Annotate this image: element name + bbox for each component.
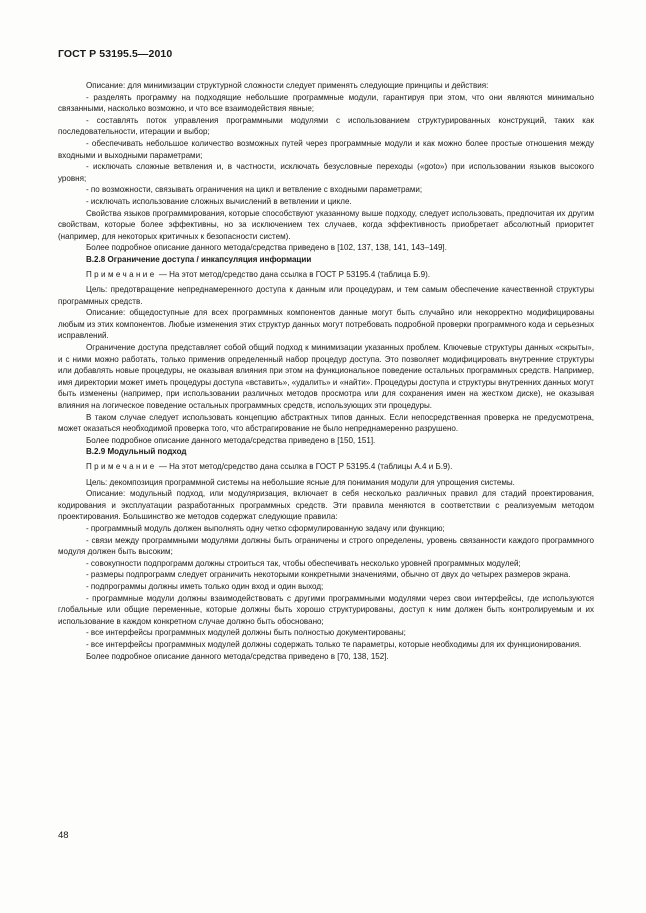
note-paragraph: [58, 461, 594, 473]
note-paragraph: [58, 269, 594, 281]
standard-header: ГОСТ Р 53195.5—2010: [58, 48, 173, 60]
paragraph: В таком случае следует использовать концепцию абстрактных типов данных. Если непосредственная проверка не предусмотрена, может оказаться необходимой проверка того, что абстрагирование не было непреднамеренно разрушено.: [58, 412, 594, 434]
section-heading-b29: B.2.9 Модульный подход: [86, 447, 187, 457]
paragraph: Ограничение доступа представляет собой общий подход к минимизации указанных проблем. Ключевые структуры данных «скрыты», и с ними можно работать, только применив определенный набор процедур доступа. Это позволяет модифицировать внутренние структуры или добавлять новые процедуры, не оказывая влияния при этом на функциональное поведение остальных программных средств. Например, имя директории может иметь процедуры доступа «вставить», «удалить» и «найти». Процедуры доступа и структуры внутренних данных могут быть изменены (например, при использовании различных методов просмотра или для сохранения имен на жестком диске), не оказывая влияния на логическое поведение остальных программных средств, использующих эти процедуры.: [58, 343, 594, 411]
list-item: - программный модуль должен выполнять одну четко сформулированную задачу или функцию;: [86, 523, 445, 533]
list-item: - все интерфейсы программных модулей должны быть полностью документированы;: [86, 628, 406, 638]
paragraph: Цель: декомпозиция программной системы на небольшие ясные для понимания модули для упрощения системы.: [86, 477, 515, 487]
page-number: 48: [58, 830, 69, 841]
paragraph: Свойства языков программирования, которые способствуют указанному выше подходу, следует использовать, предпочитая их другим свойствам, которые более эффективны, но за исключением тех случаев, когда эффективность приобретает абсолютный приоритет (например, для некоторых критичных к безопасности систем).: [58, 208, 594, 241]
note-label: Примечание: [86, 462, 157, 471]
page-body: [58, 80, 594, 662]
list-item: - связи между программными модулями должны быть ограничены и строго определены, уровень связанности каждого программного модуля должен быть высоким;: [58, 535, 594, 557]
paragraph: Цель: предотвращение непреднамеренного доступа к данным или процедурам, и тем самым обеспечение качественной структуры программных средств.: [58, 285, 594, 306]
list-item: - программные модули должны взаимодействовать с другими программными модулями через свои интерфейсы, где используются глобальные или общие переменные, которые должны быть хорошо структурированы, доступ к ним должен быть контролируемым и их использование в каждом конкретном случае должно быть обосновано;: [58, 593, 594, 626]
list-item: - подпрограммы должны иметь только один вход и один выход;: [86, 581, 324, 591]
list-item: - по возможности, связывать ограничения на цикл и ветвление с входными параметрами;: [86, 185, 423, 195]
reference-paragraph: Более подробное описание данного метода/средства приведено в [150, 151].: [86, 435, 376, 445]
list-item: - составлять поток управления программными модулями с использованием структурированных конструкций, таких как последовательности, итерации и выбор;: [58, 115, 594, 137]
list-item: - исключать сложные ветвления и, в частности, исключать безусловные переходы («goto») при использовании языков высокого уровня;: [58, 162, 594, 183]
note-text: — На этот метод/средство дана ссылка в ГОСТ Р 53195.4 (таблицы А.4 и Б.9).: [156, 462, 453, 471]
note-label: Примечание: [86, 269, 157, 279]
paragraph: Описание: модульный подход, или модуляризация, включает в себя несколько различных правил для стадий проектирования, кодирования и эксплуатации разработанных программных средств. Эти правила меняются в соответствии с реализуемым методом проектирования. Большинство же методов содержат следующие правила:: [58, 489, 594, 522]
list-item: - исключать использование сложных вычислений в ветвлении и цикле.: [86, 196, 352, 206]
list-item: - обеспечивать небольшое количество возможных путей через программные модули и как можно более простые отношения между входными и выходными параметрами;: [58, 138, 594, 160]
paragraph: Описание: общедоступные для всех программных компонентов данные могут быть случайно или некорректно модифицированы любым из этих компонентов. Любые изменения этих структур данных могут потребовать подробной проверки программного кода и серьезных исправлений.: [58, 308, 594, 341]
reference-paragraph: Более подробное описание данного метода/средства приведено в [102, 137, 138, 141, 143–149].: [86, 243, 447, 253]
section-heading-b28: B.2.8 Ограничение доступа / инкапсуляция информации: [86, 254, 312, 264]
list-item: - разделять программу на подходящие небольшие программные модули, гарантируя при этом, что они являются минимально связанными, насколько возможно, и что все взаимодействия явные;: [58, 92, 594, 114]
list-item: - совокупности подпрограмм должны строиться так, чтобы обеспечивать несколько уровней программных модулей;: [86, 558, 521, 568]
note-text: — На этот метод/средство дана ссылка в ГОСТ Р 53195.4 (таблица Б.9).: [156, 269, 430, 279]
paragraph: Описание: для минимизации структурной сложности следует применять следующие принципы и действия:: [86, 81, 489, 90]
list-item: - размеры подпрограмм следует ограничить некоторыми конкретными значениями, обычно от двух до четырех размеров экрана.: [86, 570, 571, 580]
list-item: - все интерфейсы программных модулей должны содержать только те параметры, которые необходимы для их функционирования.: [86, 639, 582, 649]
reference-paragraph: Более подробное описание данного метода/средства приведено в [70, 138, 152].: [86, 651, 389, 661]
